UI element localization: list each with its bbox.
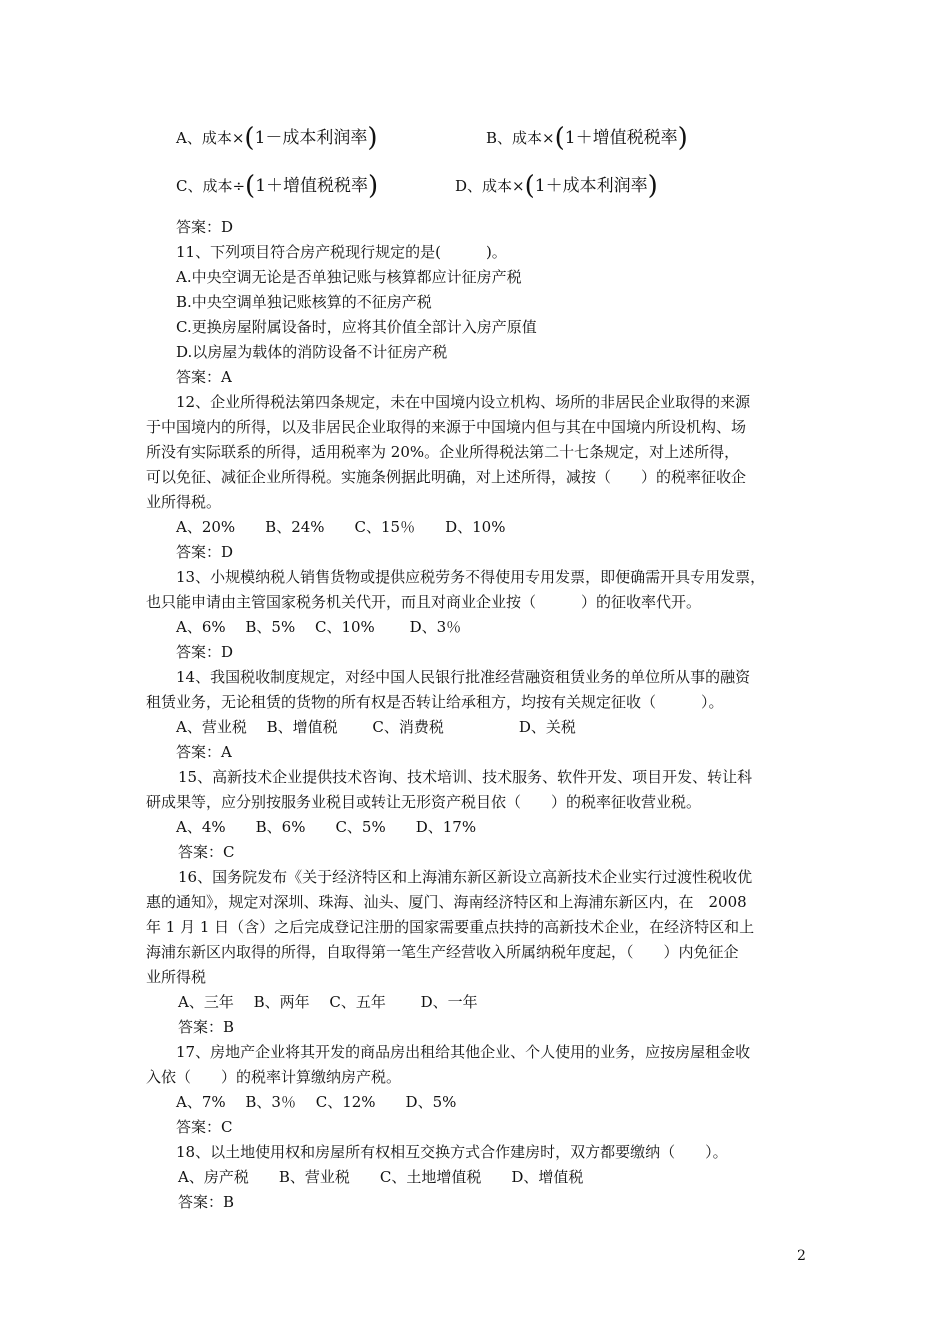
paren: ( [245, 171, 256, 201]
formula-label: A、成本× [176, 129, 245, 147]
question-text-line: 惠的通知》，规定对深圳、珠海、汕头、厦门、海南经济特区和上海浦东新区内，在 2008 [146, 893, 747, 911]
paren: ( [244, 123, 255, 153]
option-line: A、房产税 B、营业税 C、土地增值税 D、增值税 [178, 1168, 584, 1186]
paren: ) [647, 171, 658, 201]
paren: ( [554, 123, 565, 153]
formula-one: 1 [534, 176, 546, 196]
question-text-line: 研成果等，应分别按服务业税目或转让无形资产税目依（ ）的税率征收营业税。 [146, 793, 702, 811]
formula-term: 成本利润率 [562, 176, 648, 196]
answer-line: 答案：D [176, 543, 234, 561]
formula-operator: ＋ [266, 176, 284, 196]
option-line: A、4% B、6% C、5% D、17% [176, 818, 477, 836]
answer-line: 答案：A [176, 743, 232, 761]
option-line: A、三年 B、两年 C、五年 D、一年 [178, 993, 478, 1011]
answer-line: 答案：C [178, 843, 235, 861]
answer-line: 答案：C [176, 1118, 233, 1136]
option-line: C.更换房屋附属设备时，应将其价值全部计入房产原值 [176, 318, 537, 336]
option-line: D.以房屋为载体的消防设备不计征房产税 [176, 343, 448, 361]
question-text-line: 业所得税。 [146, 493, 222, 511]
option-d-formula [455, 171, 658, 201]
formula-label: C、成本÷ [176, 177, 246, 195]
formula-one: 1 [564, 128, 576, 148]
question-16: 16、国务院发布《关于经济特区和上海浦东新区新设立高新技术企业实行过渡性税收优 [178, 868, 753, 886]
formula-one: 1 [254, 128, 266, 148]
question-text-line: 于中国境内的所得，以及非居民企业取得的来源于中国境内但与其在中国境内所设机构、场 [146, 418, 747, 436]
formula-label: D、成本× [455, 177, 525, 195]
question-13: 13、小规模纳税人销售货物或提供应税劳务不得使用专用发票，即便确需开具专用发票， [176, 568, 766, 586]
question-15: 15、高新技术企业提供技术咨询、技术培训、技术服务、软件开发、项目开发、转让科 [178, 768, 753, 786]
question-text-line: 业所得税 [146, 968, 207, 986]
answer-line: 答案：D [176, 218, 234, 236]
answer-line: 答案：B [178, 1018, 235, 1036]
page-number: 2 [797, 1248, 806, 1264]
formula-term: 增值税税率 [592, 128, 678, 148]
question-text-line: 海浦东新区内取得的所得，自取得第一笔生产经营收入所属纳税年度起，（ ）内免征企 [146, 943, 739, 961]
option-c-formula [176, 171, 379, 201]
paren: ) [677, 123, 688, 153]
paren: ( [524, 171, 535, 201]
question-18: 18、以土地使用权和房屋所有权相互交换方式合作建房时，双方都要缴纳（ ）。 [176, 1143, 728, 1161]
question-text-line: 租赁业务，无论租赁的货物的所有权是否转让给承租方，均按有关规定征收（ ）。 [146, 693, 724, 711]
question-text-line: 可以免征、减征企业所得税。实施条例据此明确，对上述所得，减按（ ）的税率征收企 [146, 468, 747, 486]
formula-label: B、成本× [486, 129, 555, 147]
option-line: A.中央空调无论是否单独记账与核算都应计征房产税 [176, 268, 522, 286]
question-text-line: 也只能申请由主管国家税务机关代开，而且对商业企业按（ ）的征收率代开。 [146, 593, 702, 611]
formula-term: 成本利润率 [282, 128, 368, 148]
question-text-line: 所没有实际联系的所得，适用税率为 20%。企业所得税法第二十七条规定，对上述所得， [146, 443, 740, 461]
question-14: 14、我国税收制度规定，对经中国人民银行批准经营融资租赁业务的单位所从事的融资 [176, 668, 751, 686]
option-line: B.中央空调单独记账核算的不征房产税 [176, 293, 432, 311]
paren: ) [367, 123, 378, 153]
paren: ) [368, 171, 379, 201]
formula-operator: ＋ [575, 128, 593, 148]
formula-one: 1 [255, 176, 267, 196]
question-text-line: 年 1 月 1 日（含）之后完成登记注册的国家需要重点扶持的高新技术企业，在经济特区和上 [146, 918, 755, 936]
formula-term: 增值税税率 [283, 176, 369, 196]
option-line: A、7% B、3％ C、12% D、5% [176, 1093, 457, 1111]
option-b-formula [486, 123, 688, 153]
question-11: 11、下列项目符合房产税现行规定的是( )。 [176, 243, 507, 261]
option-a-formula [176, 123, 378, 153]
question-12: 12、企业所得税法第四条规定，未在中国境内设立机构、场所的非居民企业取得的来源 [176, 393, 751, 411]
answer-line: 答案：D [176, 643, 234, 661]
option-line: A、20% B、24% C、15％ D、10% [176, 518, 506, 536]
formula-operator: ＋ [545, 176, 563, 196]
option-line: A、6% B、5% C、10% D、3％ [176, 618, 462, 636]
answer-line: 答案：B [178, 1193, 235, 1211]
question-text-line: 入依（ ）的税率计算缴纳房产税。 [146, 1068, 402, 1086]
answer-line: 答案：A [176, 368, 232, 386]
option-line: A、营业税 B、增值税 C、消费税 D、关税 [176, 718, 576, 736]
formula-operator: － [265, 128, 283, 148]
question-17: 17、房地产企业将其开发的商品房出租给其他企业、个人使用的业务，应按房屋租金收 [176, 1043, 751, 1061]
